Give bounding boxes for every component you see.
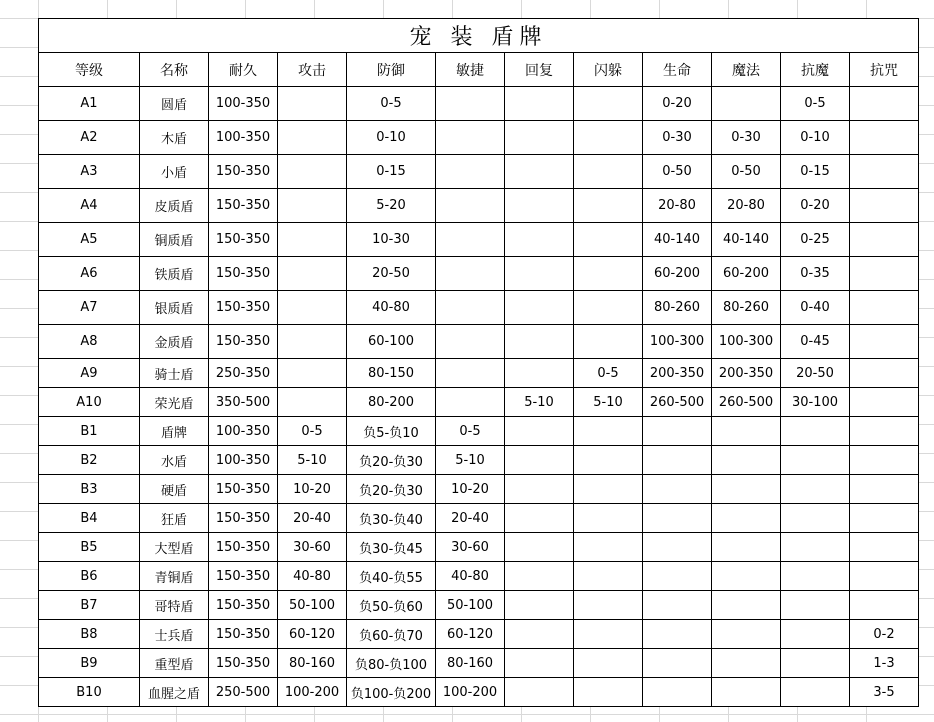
cell-agility[interactable] (436, 388, 505, 417)
cell-curse-resist[interactable] (850, 359, 919, 388)
cell-curse-resist[interactable] (850, 591, 919, 620)
cell-curse-resist[interactable] (850, 291, 919, 325)
cell-defense[interactable]: 0-15 (347, 155, 436, 189)
cell-durability[interactable]: 150-350 (209, 325, 278, 359)
cell-durability[interactable]: 150-350 (209, 155, 278, 189)
cell-defense[interactable]: 负80-负100 (347, 649, 436, 678)
cell-name[interactable]: 金质盾 (140, 325, 209, 359)
cell-durability[interactable]: 350-500 (209, 388, 278, 417)
cell-level[interactable]: A4 (39, 189, 140, 223)
cell-hp[interactable] (643, 591, 712, 620)
cell-curse-resist[interactable] (850, 504, 919, 533)
cell-magic-resist[interactable]: 0-20 (781, 189, 850, 223)
cell-attack[interactable] (278, 155, 347, 189)
table-row (39, 291, 919, 325)
cell-curse-resist[interactable] (850, 475, 919, 504)
table-row (39, 359, 919, 388)
cell-agility[interactable]: 30-60 (436, 533, 505, 562)
cell-level[interactable]: B7 (39, 591, 140, 620)
cell-attack[interactable]: 0-5 (278, 417, 347, 446)
cell-magic-resist[interactable] (781, 562, 850, 591)
cell-mp[interactable]: 20-80 (712, 189, 781, 223)
cell-mp[interactable] (712, 649, 781, 678)
cell-dodge[interactable] (574, 155, 643, 189)
cell-curse-resist[interactable] (850, 121, 919, 155)
cell-agility[interactable]: 100-200 (436, 678, 505, 707)
cell-dodge[interactable] (574, 446, 643, 475)
cell-attack[interactable]: 100-200 (278, 678, 347, 707)
cell-recovery[interactable] (505, 562, 574, 591)
cell-hp[interactable] (643, 504, 712, 533)
cell-recovery[interactable] (505, 533, 574, 562)
cell-hp[interactable]: 80-260 (643, 291, 712, 325)
header-hp[interactable]: 生命 (643, 53, 712, 87)
cell-level[interactable]: A3 (39, 155, 140, 189)
table-row (39, 325, 919, 359)
cell-hp[interactable]: 20-80 (643, 189, 712, 223)
cell-curse-resist[interactable] (850, 223, 919, 257)
cell-hp[interactable]: 100-300 (643, 325, 712, 359)
cell-magic-resist[interactable]: 0-40 (781, 291, 850, 325)
cell-magic-resist[interactable] (781, 649, 850, 678)
table-row (39, 533, 919, 562)
cell-mp[interactable] (712, 475, 781, 504)
cell-recovery[interactable] (505, 359, 574, 388)
cell-dodge[interactable]: 0-5 (574, 359, 643, 388)
cell-recovery[interactable] (505, 591, 574, 620)
cell-attack[interactable]: 20-40 (278, 504, 347, 533)
cell-agility[interactable]: 40-80 (436, 562, 505, 591)
table-title[interactable]: 宠 装 盾牌 (39, 19, 919, 53)
cell-attack[interactable] (278, 359, 347, 388)
cell-name[interactable]: 狂盾 (140, 504, 209, 533)
cell-defense[interactable]: 负60-负70 (347, 620, 436, 649)
cell-curse-resist[interactable] (850, 87, 919, 121)
cell-hp[interactable]: 0-20 (643, 87, 712, 121)
header-attack[interactable]: 攻击 (278, 53, 347, 87)
cell-curse-resist[interactable] (850, 189, 919, 223)
cell-name[interactable]: 硬盾 (140, 475, 209, 504)
cell-durability[interactable]: 150-350 (209, 291, 278, 325)
cell-recovery[interactable] (505, 257, 574, 291)
cell-defense[interactable]: 0-10 (347, 121, 436, 155)
cell-hp[interactable] (643, 533, 712, 562)
cell-dodge[interactable] (574, 223, 643, 257)
header-magic-resist[interactable]: 抗魔 (781, 53, 850, 87)
cell-magic-resist[interactable]: 0-5 (781, 87, 850, 121)
cell-dodge[interactable] (574, 121, 643, 155)
cell-defense[interactable]: 20-50 (347, 257, 436, 291)
table-row (39, 475, 919, 504)
table-row (39, 620, 919, 649)
cell-mp[interactable] (712, 533, 781, 562)
cell-defense[interactable]: 负100-负200 (347, 678, 436, 707)
cell-mp[interactable]: 260-500 (712, 388, 781, 417)
cell-recovery[interactable] (505, 87, 574, 121)
table-row (39, 649, 919, 678)
cell-magic-resist[interactable] (781, 475, 850, 504)
cell-recovery[interactable] (505, 649, 574, 678)
cell-level[interactable]: B10 (39, 678, 140, 707)
cell-name[interactable]: 荣光盾 (140, 388, 209, 417)
cell-durability[interactable]: 150-350 (209, 475, 278, 504)
cell-recovery[interactable] (505, 189, 574, 223)
cell-hp[interactable] (643, 475, 712, 504)
cell-agility[interactable] (436, 155, 505, 189)
cell-dodge[interactable] (574, 291, 643, 325)
cell-durability[interactable]: 100-350 (209, 417, 278, 446)
cell-defense[interactable]: 60-100 (347, 325, 436, 359)
cell-dodge[interactable] (574, 562, 643, 591)
cell-recovery[interactable] (505, 223, 574, 257)
header-dodge[interactable]: 闪躲 (574, 53, 643, 87)
cell-agility[interactable] (436, 189, 505, 223)
cell-attack[interactable] (278, 121, 347, 155)
cell-agility[interactable] (436, 121, 505, 155)
cell-attack[interactable]: 10-20 (278, 475, 347, 504)
cell-magic-resist[interactable] (781, 417, 850, 446)
header-curse-resist[interactable]: 抗咒 (850, 53, 919, 87)
cell-attack[interactable]: 40-80 (278, 562, 347, 591)
table-row (39, 591, 919, 620)
cell-curse-resist[interactable] (850, 388, 919, 417)
shield-table (38, 18, 919, 707)
table-row (39, 121, 919, 155)
cell-mp[interactable] (712, 562, 781, 591)
cell-dodge[interactable] (574, 417, 643, 446)
cell-defense[interactable]: 0-5 (347, 87, 436, 121)
cell-hp[interactable]: 260-500 (643, 388, 712, 417)
cell-defense[interactable]: 负20-负30 (347, 446, 436, 475)
cell-defense[interactable]: 负20-负30 (347, 475, 436, 504)
cell-name[interactable]: 木盾 (140, 121, 209, 155)
cell-attack[interactable] (278, 223, 347, 257)
cell-attack[interactable]: 50-100 (278, 591, 347, 620)
cell-name[interactable]: 盾牌 (140, 417, 209, 446)
cell-durability[interactable]: 150-350 (209, 533, 278, 562)
cell-curse-resist[interactable] (850, 257, 919, 291)
cell-agility[interactable] (436, 223, 505, 257)
cell-level[interactable]: A1 (39, 87, 140, 121)
cell-curse-resist[interactable] (850, 155, 919, 189)
cell-agility[interactable]: 20-40 (436, 504, 505, 533)
cell-mp[interactable] (712, 504, 781, 533)
cell-durability[interactable]: 150-350 (209, 189, 278, 223)
cell-magic-resist[interactable] (781, 591, 850, 620)
cell-mp[interactable]: 60-200 (712, 257, 781, 291)
cell-dodge[interactable]: 5-10 (574, 388, 643, 417)
cell-level[interactable]: A7 (39, 291, 140, 325)
cell-name[interactable]: 大型盾 (140, 533, 209, 562)
cell-hp[interactable] (643, 620, 712, 649)
cell-defense[interactable]: 负40-负55 (347, 562, 436, 591)
cell-attack[interactable] (278, 87, 347, 121)
cell-magic-resist[interactable] (781, 446, 850, 475)
cell-mp[interactable] (712, 446, 781, 475)
cell-magic-resist[interactable]: 0-35 (781, 257, 850, 291)
cell-recovery[interactable]: 5-10 (505, 388, 574, 417)
cell-dodge[interactable] (574, 620, 643, 649)
cell-curse-resist[interactable]: 1-3 (850, 649, 919, 678)
cell-dodge[interactable] (574, 533, 643, 562)
cell-attack[interactable] (278, 291, 347, 325)
cell-magic-resist[interactable]: 20-50 (781, 359, 850, 388)
cell-name[interactable]: 水盾 (140, 446, 209, 475)
cell-curse-resist[interactable] (850, 325, 919, 359)
cell-hp[interactable] (643, 562, 712, 591)
table-row (39, 446, 919, 475)
cell-magic-resist[interactable]: 0-25 (781, 223, 850, 257)
cell-level[interactable]: B4 (39, 504, 140, 533)
cell-dodge[interactable] (574, 189, 643, 223)
cell-dodge[interactable] (574, 325, 643, 359)
cell-magic-resist[interactable]: 30-100 (781, 388, 850, 417)
cell-recovery[interactable] (505, 325, 574, 359)
cell-durability[interactable]: 250-500 (209, 678, 278, 707)
table-row (39, 87, 919, 121)
table-row (39, 155, 919, 189)
cell-mp[interactable]: 200-350 (712, 359, 781, 388)
cell-durability[interactable]: 100-350 (209, 446, 278, 475)
cell-durability[interactable]: 150-350 (209, 620, 278, 649)
cell-agility[interactable] (436, 325, 505, 359)
cell-attack[interactable]: 5-10 (278, 446, 347, 475)
cell-mp[interactable]: 0-50 (712, 155, 781, 189)
cell-durability[interactable]: 100-350 (209, 87, 278, 121)
cell-name[interactable]: 铁质盾 (140, 257, 209, 291)
cell-durability[interactable]: 150-350 (209, 591, 278, 620)
cell-defense[interactable]: 5-20 (347, 189, 436, 223)
cell-hp[interactable]: 200-350 (643, 359, 712, 388)
cell-recovery[interactable] (505, 446, 574, 475)
cell-mp[interactable] (712, 591, 781, 620)
cell-hp[interactable]: 60-200 (643, 257, 712, 291)
cell-attack[interactable] (278, 257, 347, 291)
cell-dodge[interactable] (574, 504, 643, 533)
cell-level[interactable]: B2 (39, 446, 140, 475)
cell-hp[interactable]: 0-50 (643, 155, 712, 189)
table-row (39, 562, 919, 591)
cell-agility[interactable]: 5-10 (436, 446, 505, 475)
cell-recovery[interactable] (505, 417, 574, 446)
cell-name[interactable]: 银质盾 (140, 291, 209, 325)
header-row (39, 53, 919, 87)
cell-durability[interactable]: 150-350 (209, 223, 278, 257)
cell-mp[interactable] (712, 678, 781, 707)
cell-name[interactable]: 血腥之盾 (140, 678, 209, 707)
table-row (39, 504, 919, 533)
table-row (39, 257, 919, 291)
cell-name[interactable]: 青铜盾 (140, 562, 209, 591)
cell-hp[interactable] (643, 649, 712, 678)
cell-mp[interactable]: 100-300 (712, 325, 781, 359)
cell-mp[interactable]: 40-140 (712, 223, 781, 257)
cell-magic-resist[interactable] (781, 620, 850, 649)
cell-durability[interactable]: 150-350 (209, 257, 278, 291)
cell-dodge[interactable] (574, 591, 643, 620)
cell-recovery[interactable] (505, 620, 574, 649)
cell-attack[interactable]: 80-160 (278, 649, 347, 678)
cell-defense[interactable]: 负50-负60 (347, 591, 436, 620)
cell-agility[interactable]: 0-5 (436, 417, 505, 446)
cell-level[interactable]: B3 (39, 475, 140, 504)
cell-dodge[interactable] (574, 257, 643, 291)
cell-level[interactable]: A6 (39, 257, 140, 291)
cell-recovery[interactable] (505, 121, 574, 155)
cell-level[interactable]: B8 (39, 620, 140, 649)
header-durability[interactable]: 耐久 (209, 53, 278, 87)
cell-name[interactable]: 士兵盾 (140, 620, 209, 649)
cell-magic-resist[interactable]: 0-45 (781, 325, 850, 359)
cell-attack[interactable] (278, 388, 347, 417)
cell-durability[interactable]: 150-350 (209, 504, 278, 533)
cell-hp[interactable] (643, 417, 712, 446)
cell-recovery[interactable] (505, 504, 574, 533)
cell-dodge[interactable] (574, 678, 643, 707)
cell-agility[interactable]: 50-100 (436, 591, 505, 620)
cell-level[interactable]: A10 (39, 388, 140, 417)
cell-name[interactable]: 小盾 (140, 155, 209, 189)
table-row (39, 388, 919, 417)
cell-durability[interactable]: 150-350 (209, 562, 278, 591)
cell-level[interactable]: B9 (39, 649, 140, 678)
cell-mp[interactable]: 80-260 (712, 291, 781, 325)
cell-magic-resist[interactable]: 0-10 (781, 121, 850, 155)
table-row (39, 189, 919, 223)
header-defense[interactable]: 防御 (347, 53, 436, 87)
cell-durability[interactable]: 250-350 (209, 359, 278, 388)
cell-level[interactable]: A5 (39, 223, 140, 257)
cell-defense[interactable]: 80-150 (347, 359, 436, 388)
cell-curse-resist[interactable] (850, 562, 919, 591)
cell-name[interactable]: 骑士盾 (140, 359, 209, 388)
cell-agility[interactable]: 60-120 (436, 620, 505, 649)
cell-dodge[interactable] (574, 87, 643, 121)
cell-level[interactable]: B6 (39, 562, 140, 591)
cell-attack[interactable]: 30-60 (278, 533, 347, 562)
cell-magic-resist[interactable]: 0-15 (781, 155, 850, 189)
cell-attack[interactable] (278, 325, 347, 359)
cell-hp[interactable] (643, 678, 712, 707)
header-level[interactable]: 等级 (39, 53, 140, 87)
cell-agility[interactable]: 10-20 (436, 475, 505, 504)
cell-mp[interactable] (712, 417, 781, 446)
cell-defense[interactable]: 负5-负10 (347, 417, 436, 446)
cell-name[interactable]: 重型盾 (140, 649, 209, 678)
cell-magic-resist[interactable] (781, 533, 850, 562)
table-row (39, 223, 919, 257)
cell-name[interactable]: 哥特盾 (140, 591, 209, 620)
table-row (39, 678, 919, 707)
cell-curse-resist[interactable]: 0-2 (850, 620, 919, 649)
cell-agility[interactable] (436, 291, 505, 325)
cell-level[interactable]: B5 (39, 533, 140, 562)
header-name[interactable]: 名称 (140, 53, 209, 87)
cell-attack[interactable]: 60-120 (278, 620, 347, 649)
cell-name[interactable]: 圆盾 (140, 87, 209, 121)
cell-defense[interactable]: 10-30 (347, 223, 436, 257)
cell-agility[interactable] (436, 87, 505, 121)
cell-recovery[interactable] (505, 155, 574, 189)
cell-mp[interactable] (712, 87, 781, 121)
table-row (39, 417, 919, 446)
cell-name[interactable]: 皮质盾 (140, 189, 209, 223)
cell-agility[interactable]: 80-160 (436, 649, 505, 678)
cell-dodge[interactable] (574, 649, 643, 678)
cell-hp[interactable]: 0-30 (643, 121, 712, 155)
cell-recovery[interactable] (505, 475, 574, 504)
cell-dodge[interactable] (574, 475, 643, 504)
cell-recovery[interactable] (505, 678, 574, 707)
cell-name[interactable]: 铜质盾 (140, 223, 209, 257)
cell-level[interactable]: B1 (39, 417, 140, 446)
header-mp[interactable]: 魔法 (712, 53, 781, 87)
cell-agility[interactable] (436, 359, 505, 388)
cell-curse-resist[interactable]: 3-5 (850, 678, 919, 707)
cell-magic-resist[interactable] (781, 678, 850, 707)
cell-defense[interactable]: 80-200 (347, 388, 436, 417)
cell-hp[interactable] (643, 446, 712, 475)
cell-mp[interactable]: 0-30 (712, 121, 781, 155)
cell-level[interactable]: A9 (39, 359, 140, 388)
cell-agility[interactable] (436, 257, 505, 291)
cell-defense[interactable]: 负30-负45 (347, 533, 436, 562)
cell-recovery[interactable] (505, 291, 574, 325)
cell-magic-resist[interactable] (781, 504, 850, 533)
cell-level[interactable]: A8 (39, 325, 140, 359)
cell-level[interactable]: A2 (39, 121, 140, 155)
cell-curse-resist[interactable] (850, 533, 919, 562)
cell-durability[interactable]: 100-350 (209, 121, 278, 155)
cell-defense[interactable]: 40-80 (347, 291, 436, 325)
cell-durability[interactable]: 150-350 (209, 649, 278, 678)
cell-defense[interactable]: 负30-负40 (347, 504, 436, 533)
cell-curse-resist[interactable] (850, 446, 919, 475)
header-recovery[interactable]: 回复 (505, 53, 574, 87)
header-agility[interactable]: 敏捷 (436, 53, 505, 87)
cell-attack[interactable] (278, 189, 347, 223)
cell-mp[interactable] (712, 620, 781, 649)
cell-hp[interactable]: 40-140 (643, 223, 712, 257)
cell-curse-resist[interactable] (850, 417, 919, 446)
